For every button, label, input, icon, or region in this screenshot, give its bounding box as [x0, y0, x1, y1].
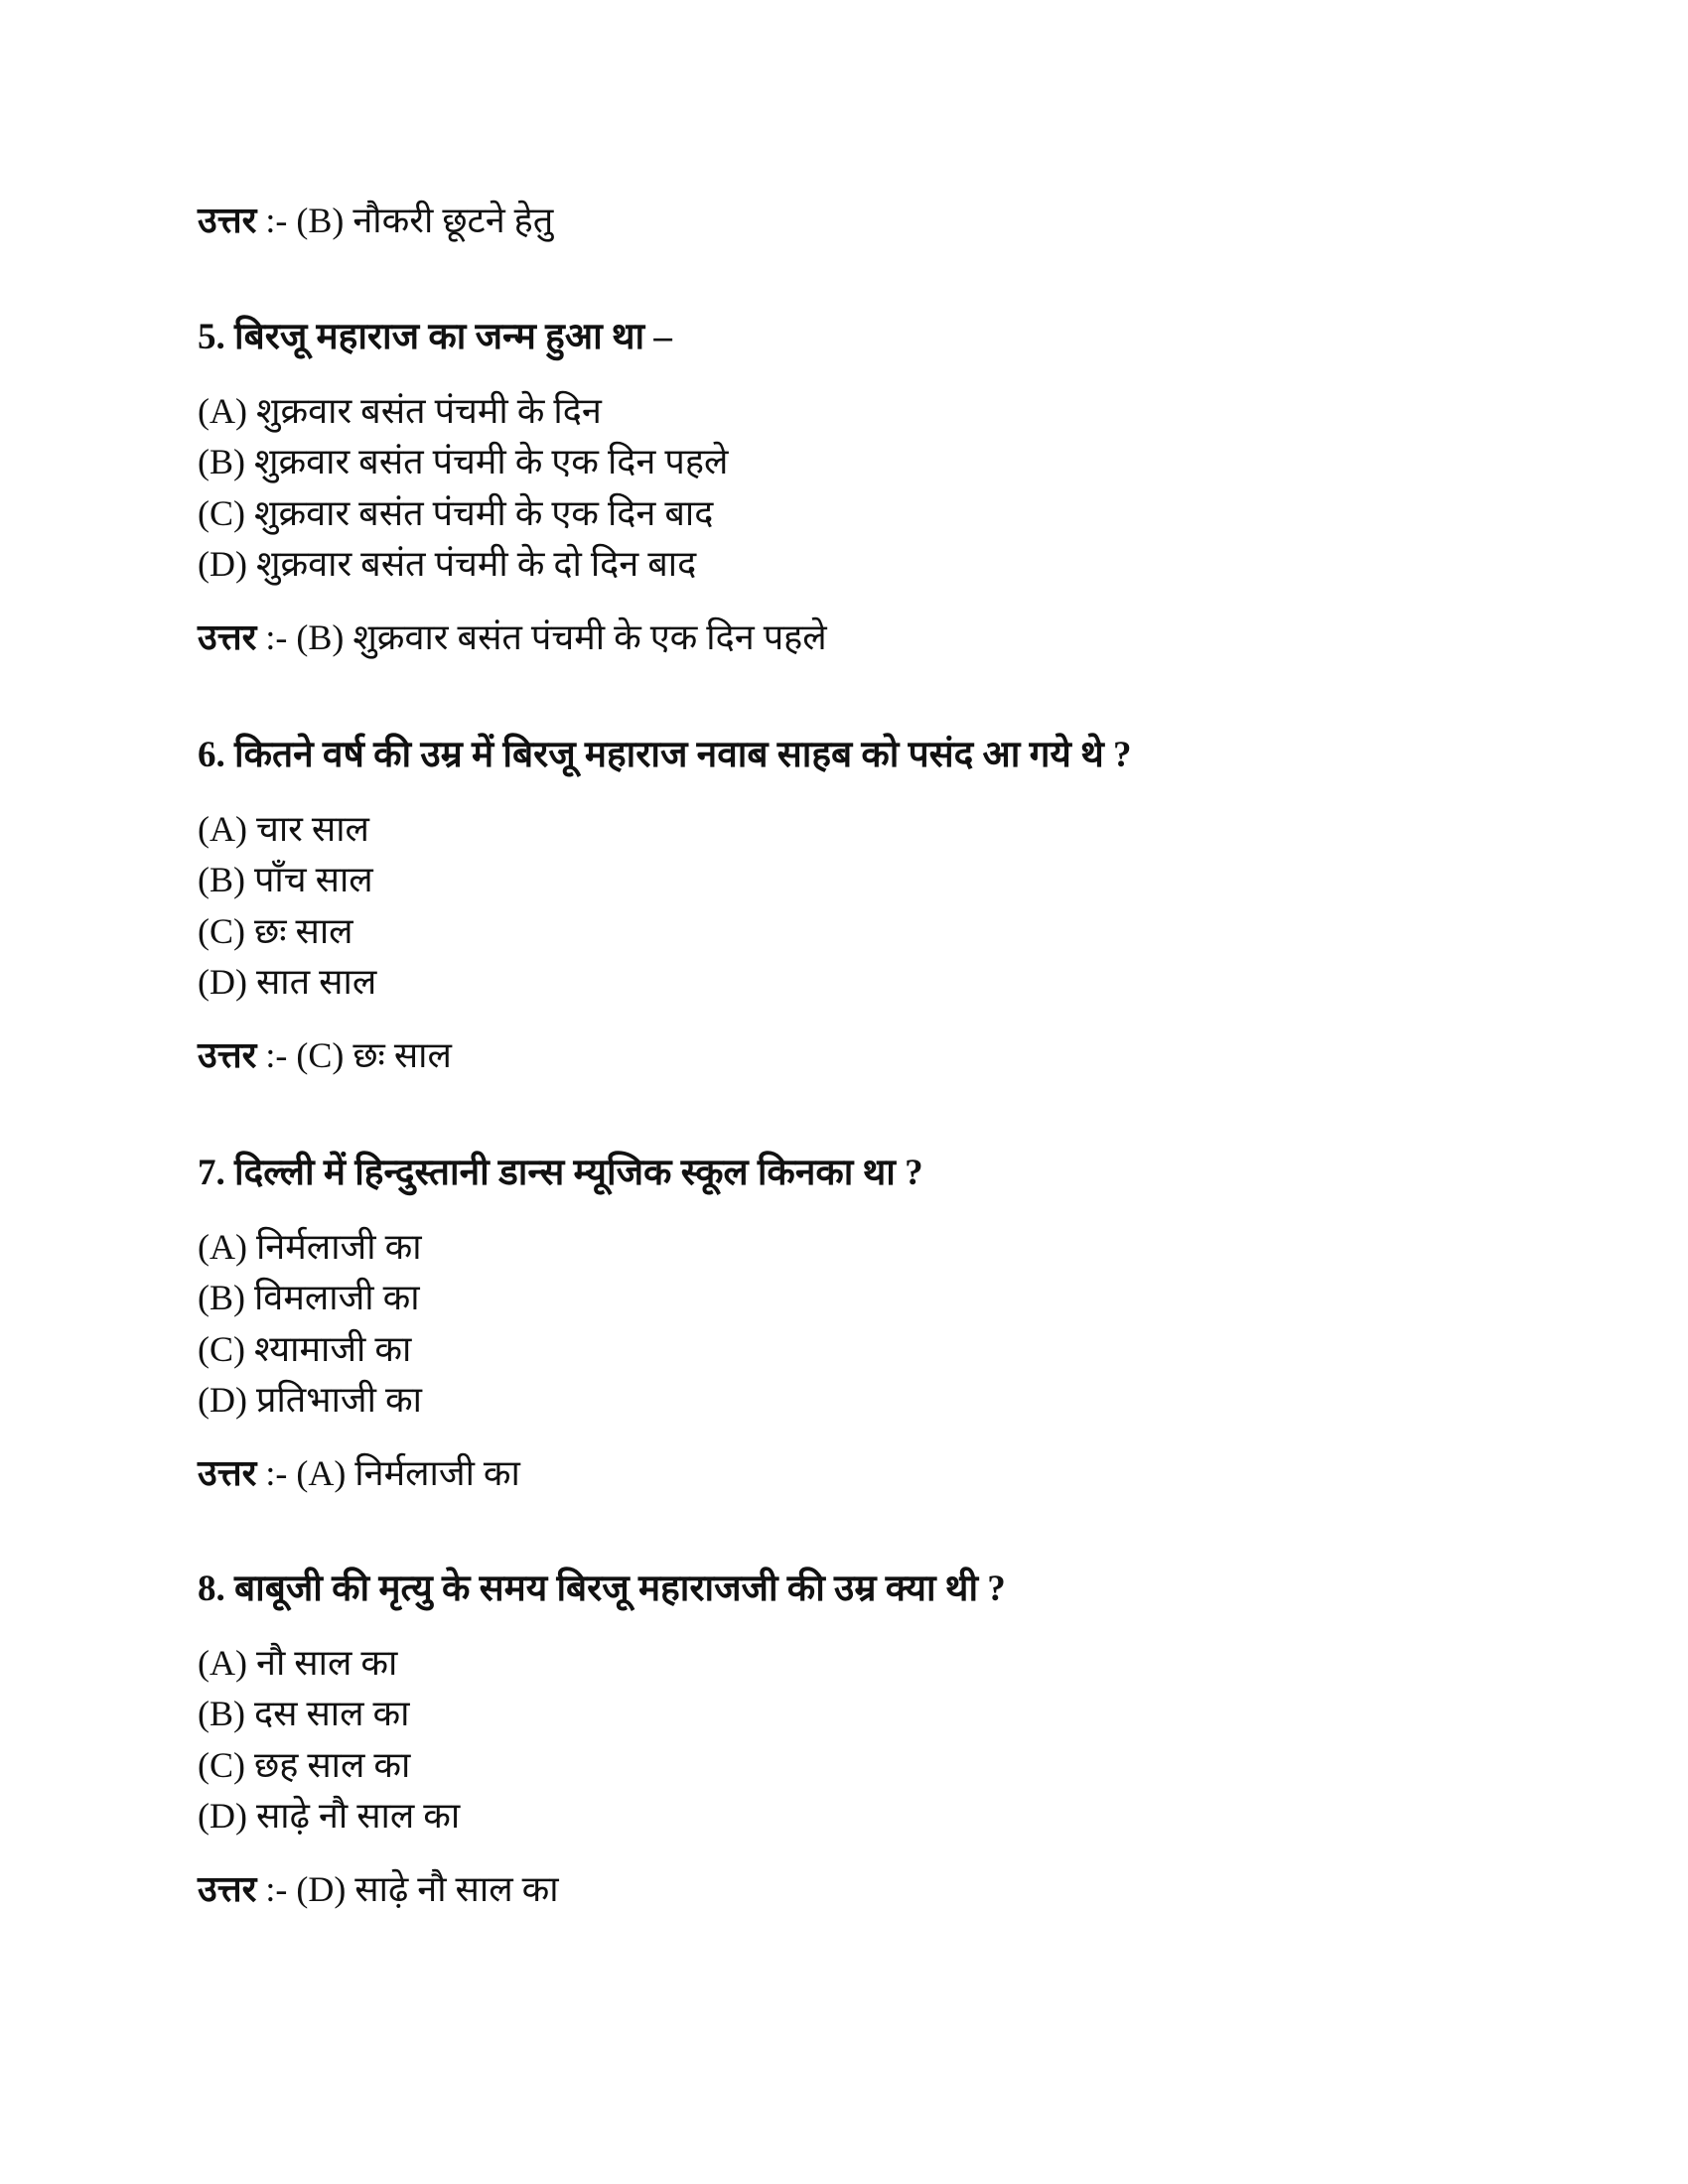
answer-text: (C) छः साल	[296, 1035, 452, 1075]
option: (B) विमलाजी का	[198, 1278, 420, 1317]
option: (C) शुक्रवार बसंत पंचमी के एक दिन बाद	[198, 493, 714, 533]
option: (A) नौ साल का	[198, 1643, 398, 1683]
answer-prev	[198, 199, 553, 242]
answer-text: (D) साढ़े नौ साल का	[296, 1869, 559, 1909]
option: (C) श्यामाजी का	[198, 1329, 412, 1369]
question-5: 5. बिरजू महाराज का जन्म हुआ था –	[198, 317, 672, 357]
answer-sep: :-	[256, 1453, 297, 1493]
option: (A) चार साल	[198, 809, 369, 849]
answer-sep: :-	[256, 1035, 297, 1075]
answer-sep: :-	[256, 201, 297, 240]
answer	[198, 1451, 520, 1495]
option: (D) सात साल	[198, 962, 377, 1002]
answer	[198, 1867, 559, 1911]
option: (A) शुक्रवार बसंत पंचमी के दिन	[198, 391, 602, 431]
question-6: 6. कितने वर्ष की उम्र में बिरजू महाराज नवाब साहब को पसंद आ गये थे ?	[198, 735, 1132, 775]
answer	[198, 1033, 452, 1077]
answer-text: (B) शुक्रवार बसंत पंचमी के एक दिन पहले	[296, 617, 827, 657]
option: (D) शुक्रवार बसंत पंचमी के दो दिन बाद	[198, 544, 697, 584]
answer-label: उत्तर	[198, 1035, 257, 1075]
answer-text: (A) निर्मलाजी का	[296, 1453, 520, 1493]
answer-label: उत्तर	[198, 1453, 257, 1493]
answer-label: उत्तर	[198, 1869, 257, 1909]
option: (C) छह साल का	[198, 1745, 411, 1785]
answer-sep: :-	[256, 617, 297, 657]
answer-label: उत्तर	[198, 201, 257, 240]
answer-text: (B) नौकरी छूटने हेतु	[296, 201, 554, 240]
answer-sep: :-	[256, 1869, 297, 1909]
option: (D) साढ़े नौ साल का	[198, 1796, 461, 1836]
answer	[198, 615, 827, 659]
option: (B) पाँच साल	[198, 860, 373, 899]
option: (B) शुक्रवार बसंत पंचमी के एक दिन पहले	[198, 442, 729, 481]
question-7: 7. दिल्ली में हिन्दुस्तानी डान्स म्यूजिक स्कूल किनका था ?	[198, 1153, 923, 1193]
answer-label: उत्तर	[198, 617, 257, 657]
option: (C) छः साल	[198, 911, 353, 951]
option: (B) दस साल का	[198, 1694, 410, 1733]
option: (A) निर्मलाजी का	[198, 1227, 422, 1267]
option: (D) प्रतिभाजी का	[198, 1380, 422, 1420]
question-8: 8. बाबूजी की मृत्यु के समय बिरजू महाराजजी की उम्र क्या थी ?	[198, 1569, 1006, 1609]
